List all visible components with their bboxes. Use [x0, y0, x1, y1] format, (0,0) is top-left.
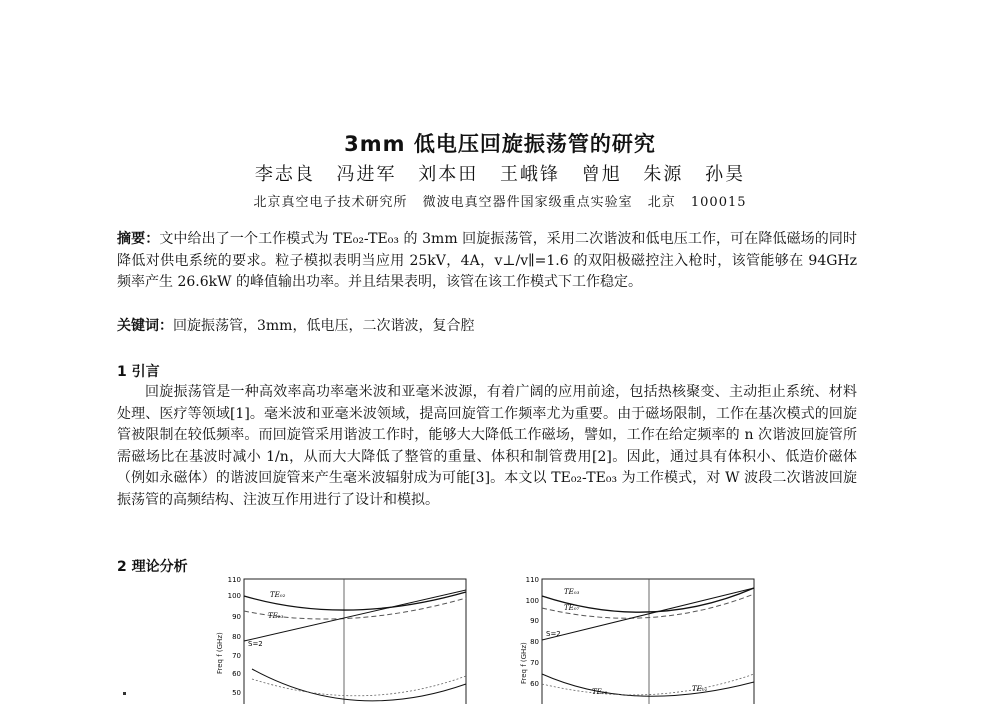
abstract-label: 摘要：: [117, 231, 160, 247]
figure-1-label-te02: TE₀₂: [270, 591, 286, 599]
figure-2-tick: 90: [530, 617, 539, 625]
author-list: 李志良 冯进军 刘本田 王峨锋 曾旭 朱源 孙昊: [254, 164, 746, 185]
section-heading-theory: 2 理论分析: [117, 559, 188, 575]
figure-1-label-s2: S=2: [248, 640, 263, 648]
figure-2-label-te02: TE₀₂: [592, 688, 608, 696]
keywords: [117, 316, 857, 338]
figure-2-curve-te01: [542, 674, 754, 695]
dispersion-figure-2: [512, 574, 768, 704]
figure-2-tick: 60: [530, 680, 539, 688]
dispersion-figure-1: [212, 574, 468, 704]
scan-artifact-dot: [123, 692, 126, 695]
figure-1-tick: 100: [227, 592, 241, 600]
figure-2-tick: 100: [525, 597, 539, 605]
figure-2-label-te01: TE₀₁: [692, 685, 708, 693]
intro-paragraph: 回旋振荡管是一种高效率高功率毫米波和亚毫米波源，有着广阔的应用前途，包括热核聚变、主动拒止系统、材料处理、医疗等领域[1]。毫米波和亚毫米波领域，提高回旋管工作频率尤为重要。由于磁场限制，工作在基次模式的回旋管被限制在较低频率。而回旋管采用谐波工作时，能够大大降低工作磁场，譬如，工作在给定频率的 n 次谐波回旋管所需磁场比在基波时减小 1/n，从而大大降低了整管的重量、体积和制管费用[2]。因此，通过具有体积小、低造价磁体（例如永磁体）的谐波回旋管来产生毫米波辐射成为可能[3]。本文以 TE₀₂-TE₀₃ 为工作模式，对 W 波段二次谐波回旋振荡管的高频结构、注波互作用进行了设计和模拟。: [117, 384, 857, 508]
keywords-text: 回旋振荡管，3mm，低电压，二次谐波，复合腔: [173, 318, 475, 334]
figure-2-curve-te02: [542, 674, 754, 696]
figure-1-tick: 80: [232, 633, 241, 641]
paper-title: 3mm 低电压回旋振荡管的研究: [344, 132, 656, 156]
figure-1-tick: 70: [232, 652, 241, 660]
figure-1-tick: 110: [227, 576, 241, 584]
affiliation: 北京真空电子技术研究所 微波电真空器件国家级重点实验室 北京 100015: [253, 195, 747, 210]
figure-1-tick: 50: [232, 689, 241, 697]
abstract: [117, 229, 857, 294]
figure-2-ylabel: Freq f (GHz): [520, 642, 528, 684]
figure-2-tick: 80: [530, 638, 539, 646]
figure-1-tick: 60: [232, 670, 241, 678]
figure-1-label-te23: TE₂₃: [268, 612, 284, 620]
figure-2-tick: 70: [530, 659, 539, 667]
section-heading-intro: 1 引言: [117, 364, 160, 380]
figure-1-curve-lower-dotted: [252, 676, 466, 696]
abstract-text: 文中给出了一个工作模式为 TE₀₂-TE₀₃ 的 3mm 回旋振荡管，采用二次谐波和低电压工作，可在降低磁场的同时降低对供电系统的要求。粒子模拟表明当应用 25kV，4A，v⊥/v∥=1.6 的双阳极磁控注入枪时，该管能够在 94GHz 频率产生 26.6kW 的峰值输出功率。并且结果表明，该管在该工作模式下工作稳定。: [117, 231, 858, 290]
figure-2-label-te03: TE₀₃: [564, 588, 580, 596]
figure-2-label-s2: S=2: [546, 630, 561, 638]
figure-1-ylabel: Freq f (GHz): [216, 632, 224, 674]
figure-2-tick: 110: [525, 576, 539, 584]
figure-1-tick: 90: [232, 613, 241, 621]
figure-2-label-te07: TE₀₇: [564, 604, 580, 612]
keywords-label: 关键词：: [117, 318, 173, 334]
